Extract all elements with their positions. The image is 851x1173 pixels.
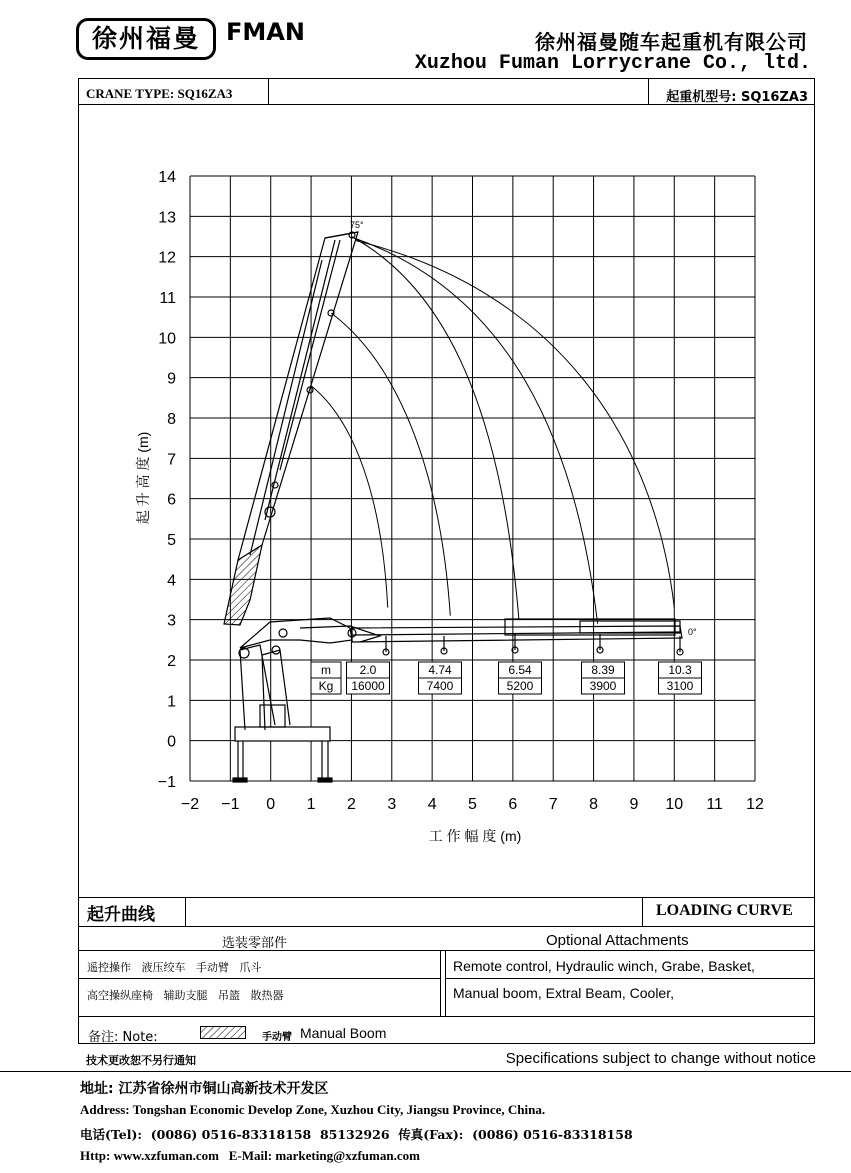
load-table-radius: 6.54 — [508, 663, 532, 677]
x-tick-label: 5 — [468, 796, 477, 813]
y-tick-label: 7 — [167, 451, 176, 469]
load-curve — [351, 237, 518, 620]
y-tick-label: 8 — [167, 411, 176, 428]
chart-curves — [311, 237, 674, 624]
x-tick-label: 7 — [548, 796, 558, 813]
hatch-swatch — [200, 1026, 246, 1039]
y-tick-label: 11 — [159, 290, 176, 307]
load-table-radius: 2.0 — [359, 663, 377, 677]
y-tick-label: 12 — [158, 249, 176, 267]
loading-curve-label-cn: 起升曲线 — [87, 905, 155, 925]
load-table-row-label: m — [321, 663, 331, 677]
note-label: 备注: Note: — [88, 1030, 158, 1045]
divider — [78, 897, 815, 898]
load-table-radius: 4.74 — [428, 663, 452, 677]
y-tick-label: −1 — [157, 774, 176, 791]
load-table-load: 3900 — [589, 679, 617, 693]
angle-label-75: 75° — [350, 220, 364, 230]
x-tick-label: 0 — [266, 796, 276, 813]
note-item-cn: 手动臂 — [262, 1032, 292, 1043]
y-tick-label: 9 — [167, 370, 176, 388]
y-tick-label: 3 — [167, 612, 176, 630]
x-tick-label: 9 — [629, 796, 639, 813]
y-tick-label: 0 — [167, 733, 176, 751]
x-axis-label: 工 作 幅 度 (m) — [428, 828, 522, 844]
load-table-radius: 8.39 — [591, 663, 615, 677]
divider — [78, 1016, 815, 1017]
divider — [445, 978, 815, 979]
crane-type-cn: 起重机型号: SQ16ZA3 — [666, 90, 808, 105]
disclaimer-cn: 技术更改恕不另行通知 — [86, 1054, 196, 1067]
x-tick-label: 3 — [387, 796, 397, 813]
y-tick-label: 1 — [167, 693, 176, 711]
x-tick-label: 11 — [706, 796, 723, 813]
crane-drawing — [224, 232, 683, 782]
angle-label-0: 0° — [688, 627, 697, 637]
x-tick-label: 2 — [346, 796, 356, 813]
divider — [78, 978, 440, 979]
attachments-row2-cn: 高空操纵座椅 辅助支腿 吊篮 散热器 — [87, 989, 284, 1002]
x-tick-label: 6 — [508, 796, 518, 813]
attachments-heading-cn: 选装零部件 — [222, 936, 288, 951]
y-tick-label: 13 — [158, 209, 176, 227]
x-tick-label: −1 — [221, 796, 240, 813]
load-table-load: 3100 — [666, 679, 694, 693]
attachments-row1-en: Remote control, Hydraulic winch, Grabe, Basket, — [453, 958, 755, 974]
footer-web[interactable]: Http: www.xzfuman.com E-Mail: marketing@xzfuman.com — [80, 1148, 420, 1163]
x-tick-label: 4 — [427, 796, 437, 813]
y-tick-label: 10 — [158, 330, 176, 348]
x-tick-label: −2 — [180, 796, 200, 813]
chart-tick-labels — [158, 169, 764, 813]
load-table-radius: 10.3 — [668, 663, 692, 677]
y-tick-label: 5 — [167, 532, 176, 549]
y-tick-label: 4 — [167, 572, 176, 590]
logo-text: 徐州福曼 — [91, 24, 200, 53]
x-tick-label: 12 — [746, 796, 764, 813]
attachments-row2-en: Manual boom, Extral Beam, Cooler, — [453, 985, 674, 1001]
disclaimer-en: Specifications subject to change without notice — [505, 1050, 816, 1067]
footer-address-en: Address: Tongshan Economic Develop Zone, Xuzhou City, Jiangsu Province, China. — [80, 1102, 546, 1117]
attachments-row1-cn: 遥控操作 液压绞车 手动臂 爪斗 — [87, 961, 262, 974]
note-item-en: Manual Boom — [300, 1025, 387, 1041]
load-table — [311, 662, 702, 694]
y-tick-label: 14 — [158, 169, 176, 186]
x-tick-label: 8 — [589, 796, 599, 813]
load-table-load: 16000 — [351, 679, 385, 693]
load-table-row-label: Kg — [318, 679, 334, 693]
divider — [185, 897, 186, 926]
footer-tel: 电话(Tel): (0086) 0516-83318158 85132926 传真(Fax): (0086) 0516-83318158 — [80, 1127, 633, 1142]
x-tick-label: 10 — [665, 796, 684, 813]
divider — [78, 950, 815, 951]
footer-address-cn: 地址: 江苏省徐州市铜山高新技术开发区 — [80, 1081, 329, 1097]
y-axis-label: 起 升 高 度 (m) — [135, 431, 151, 525]
load-curve — [355, 241, 674, 608]
footer-divider — [0, 1071, 851, 1072]
y-tick-label: 6 — [167, 491, 176, 509]
loading-curve-label-en: LOADING CURVE — [656, 902, 793, 919]
x-tick-label: 1 — [306, 796, 316, 813]
y-tick-label: 2 — [167, 653, 176, 670]
crane-type-en: CRANE TYPE: SQ16ZA3 — [86, 86, 233, 101]
divider — [78, 926, 815, 927]
divider — [642, 897, 643, 926]
brand-name: FMAN — [226, 18, 305, 46]
attachments-heading-en: Optional Attachments — [546, 932, 689, 949]
load-table-load: 5200 — [506, 679, 534, 693]
company-name-cn: 徐州福曼随车起重机有限公司 — [535, 30, 808, 54]
load-table-load: 7400 — [426, 679, 454, 693]
load-curve — [311, 386, 388, 608]
divider — [445, 950, 446, 1016]
divider — [440, 950, 441, 1016]
company-name-en: Xuzhou Fuman Lorrycrane Co., ltd. — [414, 52, 811, 75]
